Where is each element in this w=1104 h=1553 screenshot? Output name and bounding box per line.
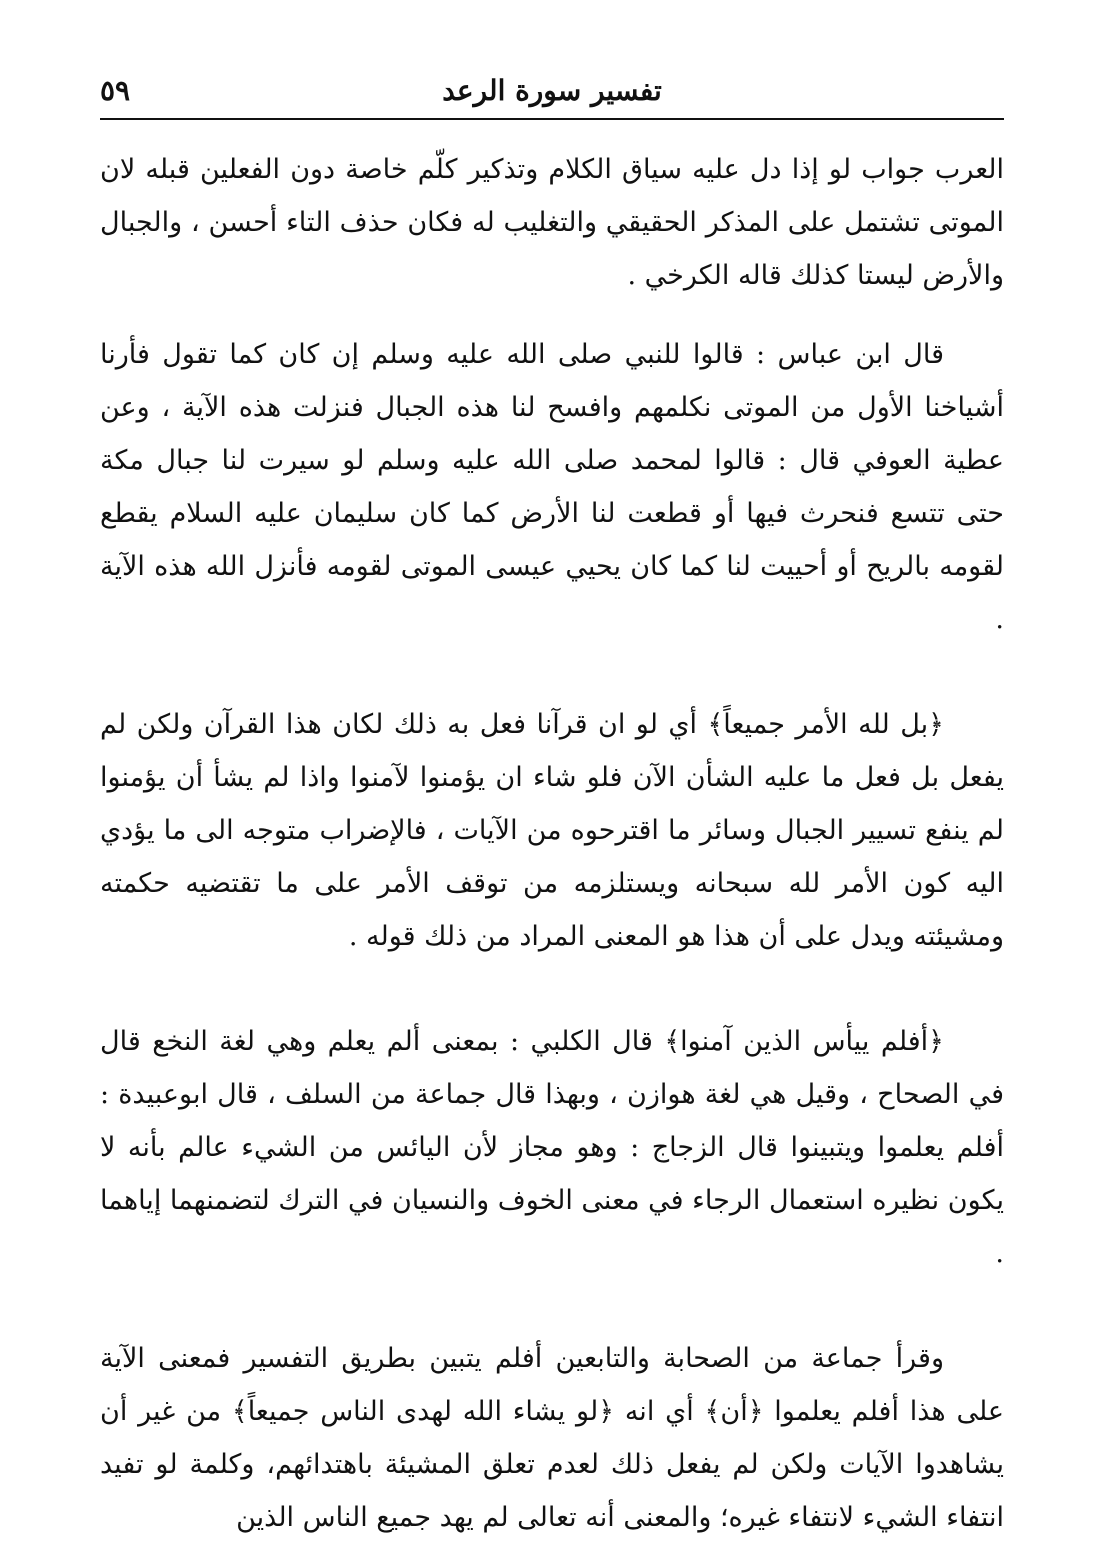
paragraph-continuation: العرب جواب لو إذا دل عليه سياق الكلام وتذكير كلّم خاصة دون الفعلين قبله لان الموتى تشتمل على المذكر الحقيقي والتغليب له فكان حذف التاء أحسن ، والجبال والأرض ليستا كذلك قاله الكرخي . (100, 154, 1004, 291)
running-title: تفسير سورة الرعد (442, 74, 662, 107)
paragraph-ibn-abbas: قال ابن عباس : قالوا للنبي صلى الله عليه وسلم إن كان كما تقول فأرنا أشياخنا الأول من الموتى نكلمهم وافسح لنا هذه الجبال فنزلت هذه الآية ، وعن عطية العوفي قال : قالوا لمحمد صلى الله عليه وسلم لو سيرت لنا جبال مكة حتى تتسع فنحرث فيها أو قطعت لنا الأرض كما كان سليمان عليه السلام يقطع لقومه بالريح أو أحييت لنا كما كان يحيي عيسى الموتى لقومه فأنزل الله هذه الآية . (100, 339, 1004, 635)
paragraph-qiraa: وقرأ جماعة من الصحابة والتابعين أفلم يتبين بطريق التفسير فمعنى الآية على هذا أفلم يعلموا ﴿أن﴾ أي انه ﴿لو يشاء الله لهدى الناس جميعاً﴾ من غير أن يشاهدوا الآيات ولكن لم يفعل ذلك لعدم تعلق المشيئة باهتدائهم، وكلمة لو تفيد انتفاء الشيء لانتفاء غيره؛ والمعنى أنه تعالى لم يهد جميع الناس الذين (100, 1343, 1004, 1533)
page-number: ٥٩ (100, 74, 131, 107)
body-text (100, 143, 1004, 1544)
paragraph-bal-lillah: ﴿بل لله الأمر جميعاً﴾ أي لو ان قرآنا فعل به ذلك لكان هذا القرآن ولكن لم يفعل بل فعل ما عليه الشأن الآن فلو شاء ان يؤمنوا لآمنوا واذا لم يشأ أن يؤمنوا لم ينفع تسيير الجبال وسائر ما اقترحوه من الآيات ، فالإضراب متوجه الى ما يؤدي اليه كون الأمر لله سبحانه ويستلزمه من توقف الأمر على ما تقتضيه حكمته ومشيئته ويدل على أن هذا هو المعنى المراد من ذلك قوله . (100, 709, 1004, 952)
paragraph-afalam-yayas: ﴿أفلم ييأس الذين آمنوا﴾ قال الكلبي : بمعنى ألم يعلم وهي لغة النخع قال في الصحاح ، وقيل هي لغة هوازن ، وبهذا قال جماعة من السلف ، قال ابوعبيدة : أفلم يعلموا ويتبينوا قال الزجاج : وهو مجاز لأن اليائس من الشيء عالم بأنه لا يكون نظيره استعمال الرجاء في معنى الخوف والنسيان في الترك لتضمنهما إياهما . (100, 1026, 1004, 1269)
header-divider (100, 118, 1004, 120)
page-header (100, 70, 1004, 112)
